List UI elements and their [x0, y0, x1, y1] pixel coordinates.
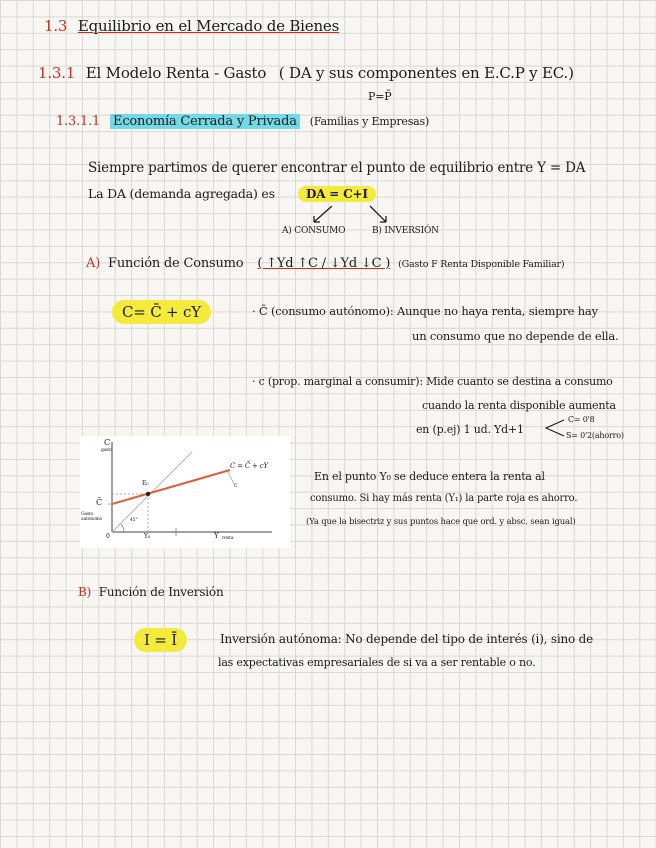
consumption-formula: C= C̄ + cY: [112, 300, 211, 324]
consumption-relation: ( ↑Yd ↑C / ↓Yd ↓C ): [257, 256, 391, 271]
da-formula: DA = C+I: [298, 186, 376, 202]
split-ahorro: S= 0'2(ahorro): [566, 431, 624, 440]
graph-note-l1: En el punto Y₀ se deduce entera la renta al: [314, 470, 545, 483]
section-title: Función de Inversión: [98, 585, 224, 599]
heading-1-3-1: [38, 64, 574, 82]
graph-origin: 0: [106, 533, 110, 540]
section-a-heading: [86, 256, 564, 271]
angle-arc: [121, 524, 124, 532]
intro-line-1: Siempre partimos de querer encontrar el punto de equilibrio entre Y = DA: [88, 160, 586, 176]
bullet-pmc-l3: en (p.ej) 1 ud. Yd+1: [416, 423, 524, 436]
graph-note-l2: consumo. Si hay más renta (Y₁) la parte roja es ahorro.: [310, 493, 578, 504]
section-label: A): [86, 256, 101, 271]
da-branch-arrows: [300, 204, 390, 226]
intro-line-2: La DA (demanda agregada) es: [88, 186, 275, 201]
consumption-note: (Gasto F Renta Disponible Familiar): [398, 259, 565, 270]
heading-number: 1.3.1.1: [56, 114, 101, 129]
branch-consumo: A) CONSUMO: [282, 226, 346, 236]
heading-title: Economía Cerrada y Privada: [110, 114, 300, 129]
split-arrow-icon: [544, 418, 566, 438]
graph-x-label: Y: [214, 532, 219, 540]
heading-title: El Modelo Renta - Gasto: [85, 64, 267, 82]
price-condition: P=P̄: [368, 90, 392, 103]
graph-note-l3: (Ya que la bisectriz y sus puntos hace que ord. y absc. sean igual): [306, 517, 576, 527]
investment-desc-l2: las expectativas empresariales de si va a ser rentable o no.: [218, 656, 536, 669]
investment-desc-l1: Inversión autónoma: No depende del tipo de interés (i), sino de: [220, 632, 594, 646]
split-consumo: C= 0'8: [568, 415, 595, 424]
graph-c-bar: C̄: [96, 498, 102, 507]
heading-paren: (Familias y Empresas): [309, 115, 430, 128]
investment-formula: I = Ī: [134, 628, 187, 652]
heading-number: 1.3: [44, 17, 68, 35]
heading-1-3: [44, 17, 339, 35]
graph-x-sub: renta: [222, 536, 234, 541]
graph-y-sub: gasto: [101, 448, 113, 453]
graph-line-label: C = C̄ + cY: [230, 462, 268, 470]
section-label: B): [78, 585, 92, 599]
bullet-consumo-autonomo-l1: · C̄ (consumo autónomo): Aunque no haya renta, siempre hay: [252, 304, 598, 318]
heading-1-3-1-1: [56, 114, 429, 129]
section-title: Función de Consumo: [108, 256, 244, 271]
graph-angle: 45°: [130, 518, 138, 523]
section-b-heading: [78, 585, 223, 599]
consumption-line: [112, 470, 230, 504]
graph-e0: E₀: [142, 480, 149, 487]
e0-point: [146, 492, 150, 496]
graph-y-label: C: [104, 438, 110, 447]
graph-y0: Y₀: [144, 533, 150, 540]
bullet-pmc-l2: cuando la renta disponible aumenta: [422, 399, 616, 412]
bullet-pmc-l1: · c (prop. marginal a consumir): Mide cuanto se destina a consumo: [252, 375, 613, 388]
heading-title: Equilibrio en el Mercado de Bienes: [77, 17, 340, 35]
heading-paren: ( DA y sus componentes en E.C.P y EC.): [278, 64, 574, 82]
branch-inversion: B) INVERSIÓN: [372, 226, 439, 236]
graph-slope: c: [234, 482, 238, 489]
bullet-consumo-autonomo-l2: un consumo que no depende de ella.: [412, 329, 619, 343]
heading-number: 1.3.1: [38, 64, 76, 82]
graph-side-label: Gasto autónomo: [81, 512, 103, 522]
consumption-graph: [80, 436, 290, 548]
